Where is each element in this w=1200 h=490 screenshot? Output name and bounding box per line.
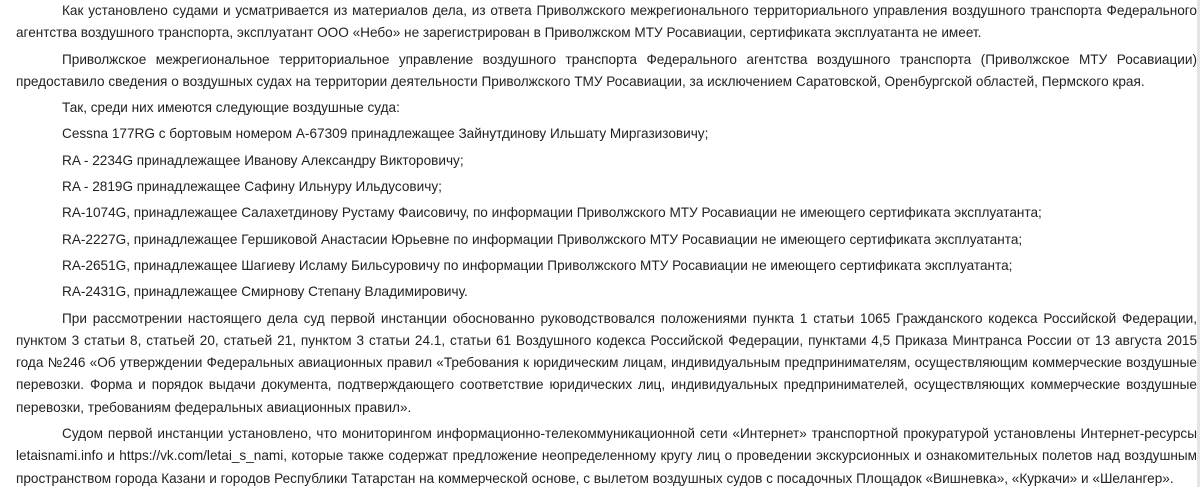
paragraph-internet-resources: Судом первой инстанции установлено, что мониторингом информационно-телекоммуникационной сети «Интернет» транспортной прокуратурой установлены Интернет-ресурсы letaisnami.info и https://vk.com/letai_s_nami, которые также содержат предложение неопределенному кругу лиц о проведении экскурсионных и ознакомительных полетов над воздушным пространством города Казани и городов Республики Татарстан на коммерческой основе, с вылетом воздушных судов с посадочных Площадок «Вишневка», «Куркачи» и «Шелангер». xyxy=(16,426,1197,486)
aircraft-item-ra-2227g: RA-2227G, принадлежащее Гершиковой Анастасии Юрьевне по информации Приволжского МТУ Росавиации не имеющего сертификата эксплуатанта; xyxy=(62,231,1023,247)
document-body xyxy=(16,0,1197,490)
aircraft-item-ra-2431g: RA-2431G, принадлежащее Смирнову Степану Владимировичу. xyxy=(62,284,468,300)
aircraft-item-ra-2819g: RA - 2819G принадлежащее Сафину Ильнуру Ильдусовичу; xyxy=(62,179,442,195)
paragraph-aircraft-intro: Так, среди них имеются следующие воздушные суда: xyxy=(62,100,400,116)
paragraph-legal-basis: При рассмотрении настоящего дела суд первой инстанции обоснованно руководствовался положениями пункта 1 статьи 1065 Гражданского кодекса Российской Федерации, пунктом 3 статьи 8, статьей 20, статьей 21, пунктом 3 статьи 24.1, статьи 61 Воздушного кодекса Российской Федерации, пунктами 4,5 Приказа Минтранса России от 13 августа 2015 года №246 «Об утверждении Федеральных авиационных правил «Требования к юридическим лицам, индивидуальным предпринимателям, осуществляющим коммерческие воздушные перевозки. Форма и порядок выдачи документа, подтверждающего соответствие юридических лиц, индивидуальных предпринимателей, осуществляющих коммерческие воздушные перевозки, требованиям федеральных авиационных правил». xyxy=(16,310,1197,415)
paragraph-findings: Как установлено судами и усматривается из материалов дела, из ответа Приволжского межрегионального территориального управления воздушного транспорта Федерального агентства воздушного транспорта, эксплуатант ООО «Небо» не зарегистрирован в Приволжском МТУ Росавиации, сертификата эксплуатанта не имеет. xyxy=(16,3,1197,41)
aircraft-item-ra-2651g: RA-2651G, принадлежащее Шагиеву Исламу Бильсуровичу по информации Приволжского МТУ Росавиации не имеющего сертификата эксплуатанта; xyxy=(62,257,1013,273)
aircraft-item-cessna: Cessna 177RG с бортовым номером А-67309 принадлежащее Зайнутдинову Ильшату Миргазизовичу; xyxy=(62,126,709,142)
aircraft-item-ra-2234g: RA - 2234G принадлежащее Иванову Александру Викторовичу; xyxy=(62,152,464,168)
paragraph-mtu-info: Приволжское межрегиональное территориальное управление воздушного транспорта Федерального агентства воздушного транспорта (Приволжское МТУ Росавиации) предоставило сведения о воздушных судах на территории деятельности Приволжского ТМУ Росавиации, за исключением Саратовской, Оренбургской областей, Пермского края. xyxy=(16,51,1197,89)
aircraft-item-ra-1074g: RA-1074G, принадлежащее Салахетдинову Рустаму Фаисовичу, по информации Приволжского МТУ Росавиации не имеющего сертификата эксплуатанта; xyxy=(62,205,1042,221)
